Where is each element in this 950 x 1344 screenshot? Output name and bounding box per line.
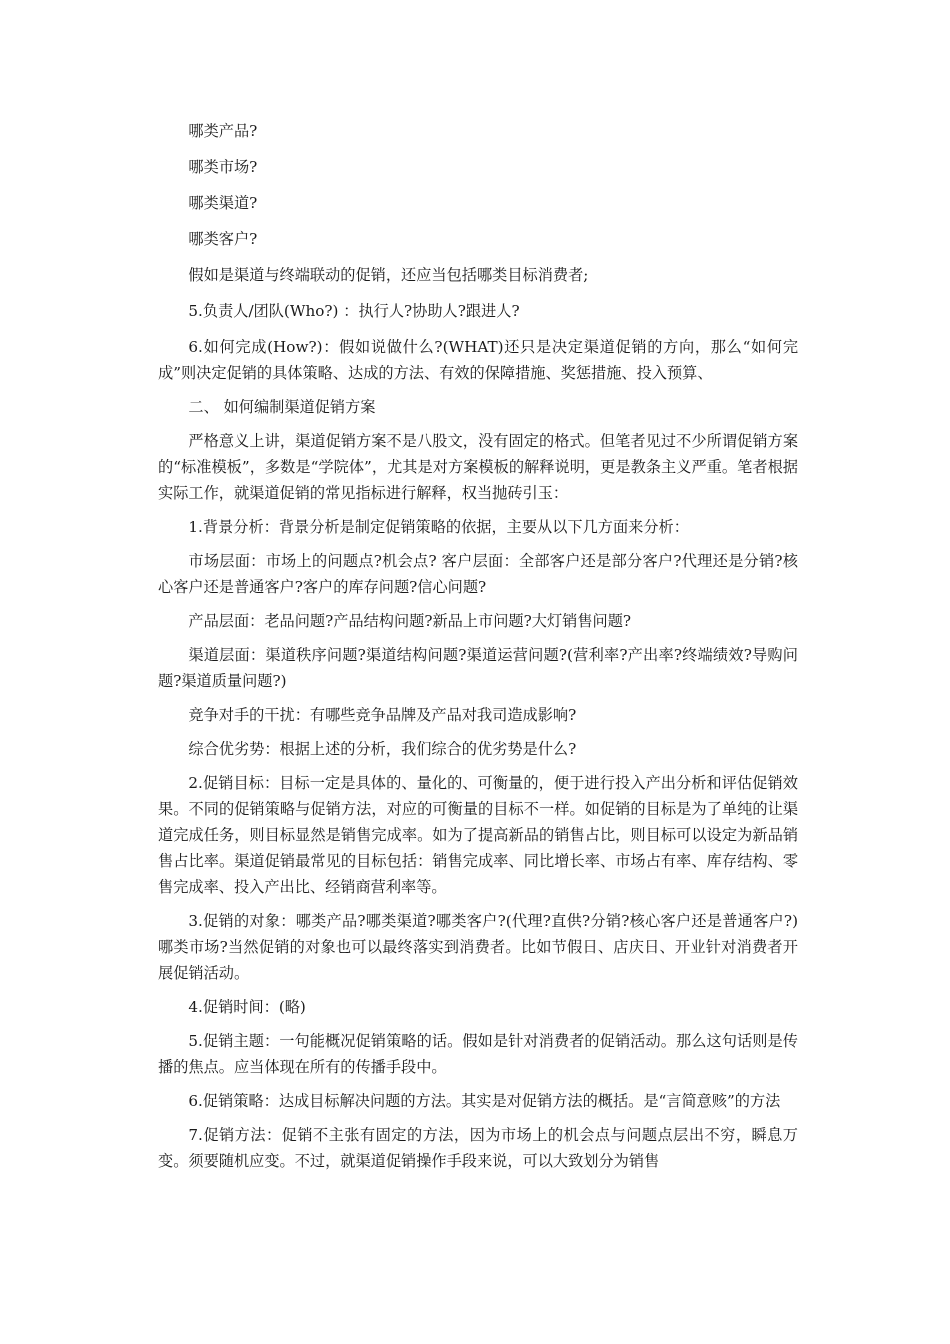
paragraph-product-level: 产品层面：老品问题?产品结构问题?新品上市问题?大灯销售问题? bbox=[188, 612, 632, 630]
section-heading-2: 二、 如何编制渠道促销方案 bbox=[188, 398, 376, 416]
paragraph-question-product: 哪类产品? bbox=[188, 122, 258, 140]
paragraph-target-consumer: 假如是渠道与终端联动的促销，还应当包括哪类目标消费者; bbox=[188, 266, 589, 284]
paragraph-item-5-who: 5.负责人/团队(Who?) ：执行人?协助人?跟进人? bbox=[188, 302, 520, 320]
paragraph-market-level: 市场层面：市场上的问题点?机会点? 客户层面：全部客户还是部分客户?代理还是分销?核心客户还是普通客户?客户的库存问题?信心问题? bbox=[158, 552, 798, 596]
paragraph-channel-level: 渠道层面：渠道秩序问题?渠道结构问题?渠道运营问题?(营利率?产出率?终端绩效?导购问题?渠道质量问题?) bbox=[158, 646, 798, 690]
paragraph-6-strategy: 6.促销策略：达成目标解决问题的方法。其实是对促销方法的概括。是“言简意赅”的方法 bbox=[188, 1092, 781, 1110]
document-body bbox=[158, 118, 798, 1182]
paragraph-7-method: 7.促销方法：促销不主张有固定的方法，因为市场上的机会点与问题点层出不穷，瞬息万变。须要随机应变。不过，就渠道促销操作手段来说，可以大致划分为销售 bbox=[158, 1126, 798, 1170]
paragraph-question-market: 哪类市场? bbox=[188, 158, 258, 176]
paragraph-2-goal: 2.促销目标：目标一定是具体的、量化的、可衡量的，便于进行投入产出分析和评估促销效果。不同的促销策略与促销方法，对应的可衡量的目标不一样。如促销的目标是为了单纯的让渠道完成任务，则目标显然是销售完成率。如为了提高新品的销售占比，则目标可以设定为新品销售占比率。渠道促销最常见的目标包括：销售完成率、同比增长率、市场占有率、库存结构、零售完成率、投入产出比、经销商营利率等。 bbox=[158, 774, 798, 896]
paragraph-1-background: 1.背景分析：背景分析是制定促销策略的依据，主要从以下几方面来分析： bbox=[188, 518, 689, 536]
paragraph-5-theme: 5.促销主题：一句能概况促销策略的话。假如是针对消费者的促销活动。那么这句话则是传播的焦点。应当体现在所有的传播手段中。 bbox=[158, 1032, 798, 1076]
paragraph-competitor: 竞争对手的干扰：有哪些竞争品牌及产品对我司造成影响? bbox=[188, 706, 577, 724]
paragraph-swot: 综合优劣势：根据上述的分析，我们综合的优劣势是什么? bbox=[188, 740, 577, 758]
paragraph-question-channel: 哪类渠道? bbox=[188, 194, 258, 212]
paragraph-4-time: 4.促销时间：(略) bbox=[188, 998, 306, 1016]
paragraph-item-6-how: 6.如何完成(How?)：假如说做什么?(WHAT)还只是决定渠道促销的方向，那么“如何完成”则决定促销的具体策略、达成的方法、有效的保障措施、奖惩措施、投入预算、 bbox=[158, 338, 798, 382]
paragraph-3-target: 3.促销的对象：哪类产品?哪类渠道?哪类客户?(代理?直供?分销?核心客户还是普通客户?)哪类市场?当然促销的对象也可以最终落实到消费者。比如节假日、店庆日、开业针对消费者开展促销活动。 bbox=[158, 912, 798, 982]
paragraph-question-customer: 哪类客户? bbox=[188, 230, 258, 248]
paragraph-intro: 严格意义上讲，渠道促销方案不是八股文，没有固定的格式。但笔者见过不少所谓促销方案的“标准模板”，多数是“学院体”，尤其是对方案模板的解释说明，更是教条主义严重。笔者根据实际工作，就渠道促销的常见指标进行解释，权当抛砖引玉： bbox=[158, 432, 798, 502]
